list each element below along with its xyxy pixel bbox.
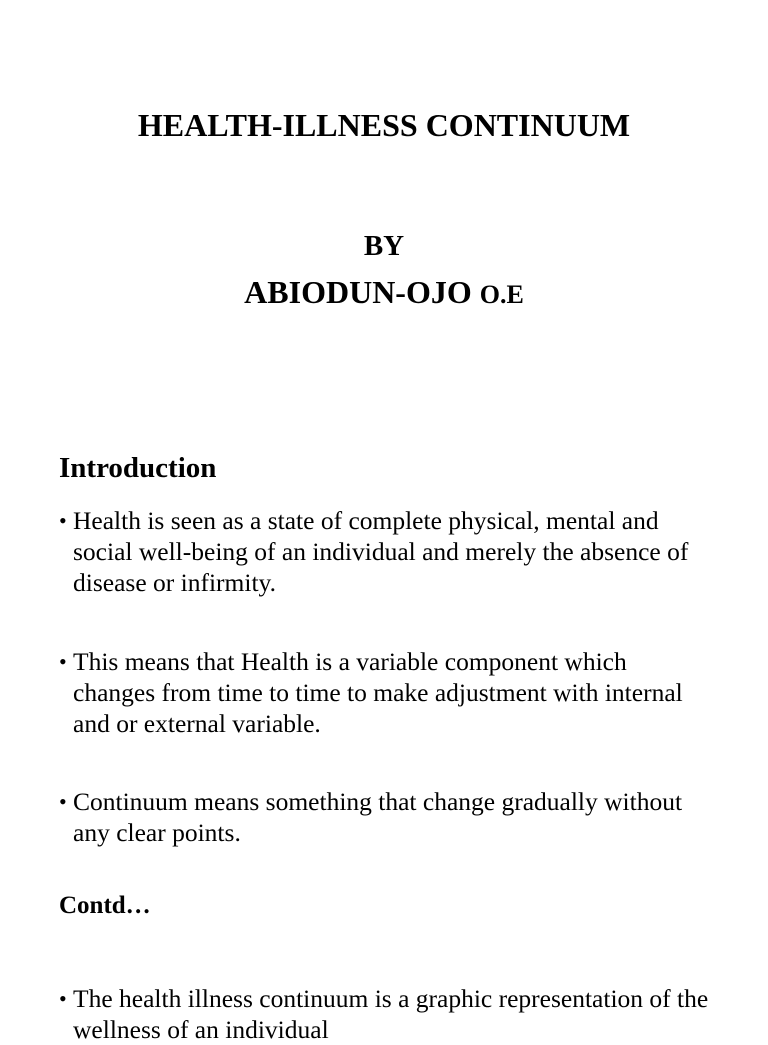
bullet-text: The health illness continuum is a graphic representation of the wellness of an individual	[73, 984, 709, 1044]
list-item	[59, 786, 709, 848]
by-label: BY	[363, 230, 405, 262]
list-item	[59, 505, 709, 598]
bullet-icon: •	[59, 508, 67, 533]
bullet-list	[59, 786, 709, 848]
bullet-text: Health is seen as a state of complete physical, mental and social well-being of an individual and merely the absence of disease or infirmity.	[73, 506, 689, 597]
author-initials: O.E	[479, 280, 524, 309]
author-name: ABIODUN-OJO	[244, 274, 472, 310]
bullet-text: Continuum means something that change gradually without any clear points.	[73, 787, 683, 847]
bullet-list	[59, 646, 709, 739]
list-item	[59, 983, 709, 1045]
author-line	[0, 272, 768, 315]
list-item	[59, 646, 709, 739]
bullet-icon: •	[59, 649, 67, 674]
contd-label: Contd…	[59, 892, 151, 919]
bullet-icon: •	[59, 789, 67, 814]
bullet-text: This means that Health is a variable component which changes from time to time to make adjustment with internal and or external variable.	[73, 647, 683, 738]
bullet-list	[59, 983, 709, 1045]
document-title: HEALTH-ILLNESS CONTINUUM	[137, 107, 631, 143]
bullet-list	[59, 505, 709, 598]
section-heading-introduction: Introduction	[59, 452, 217, 484]
bullet-icon: •	[59, 986, 67, 1011]
